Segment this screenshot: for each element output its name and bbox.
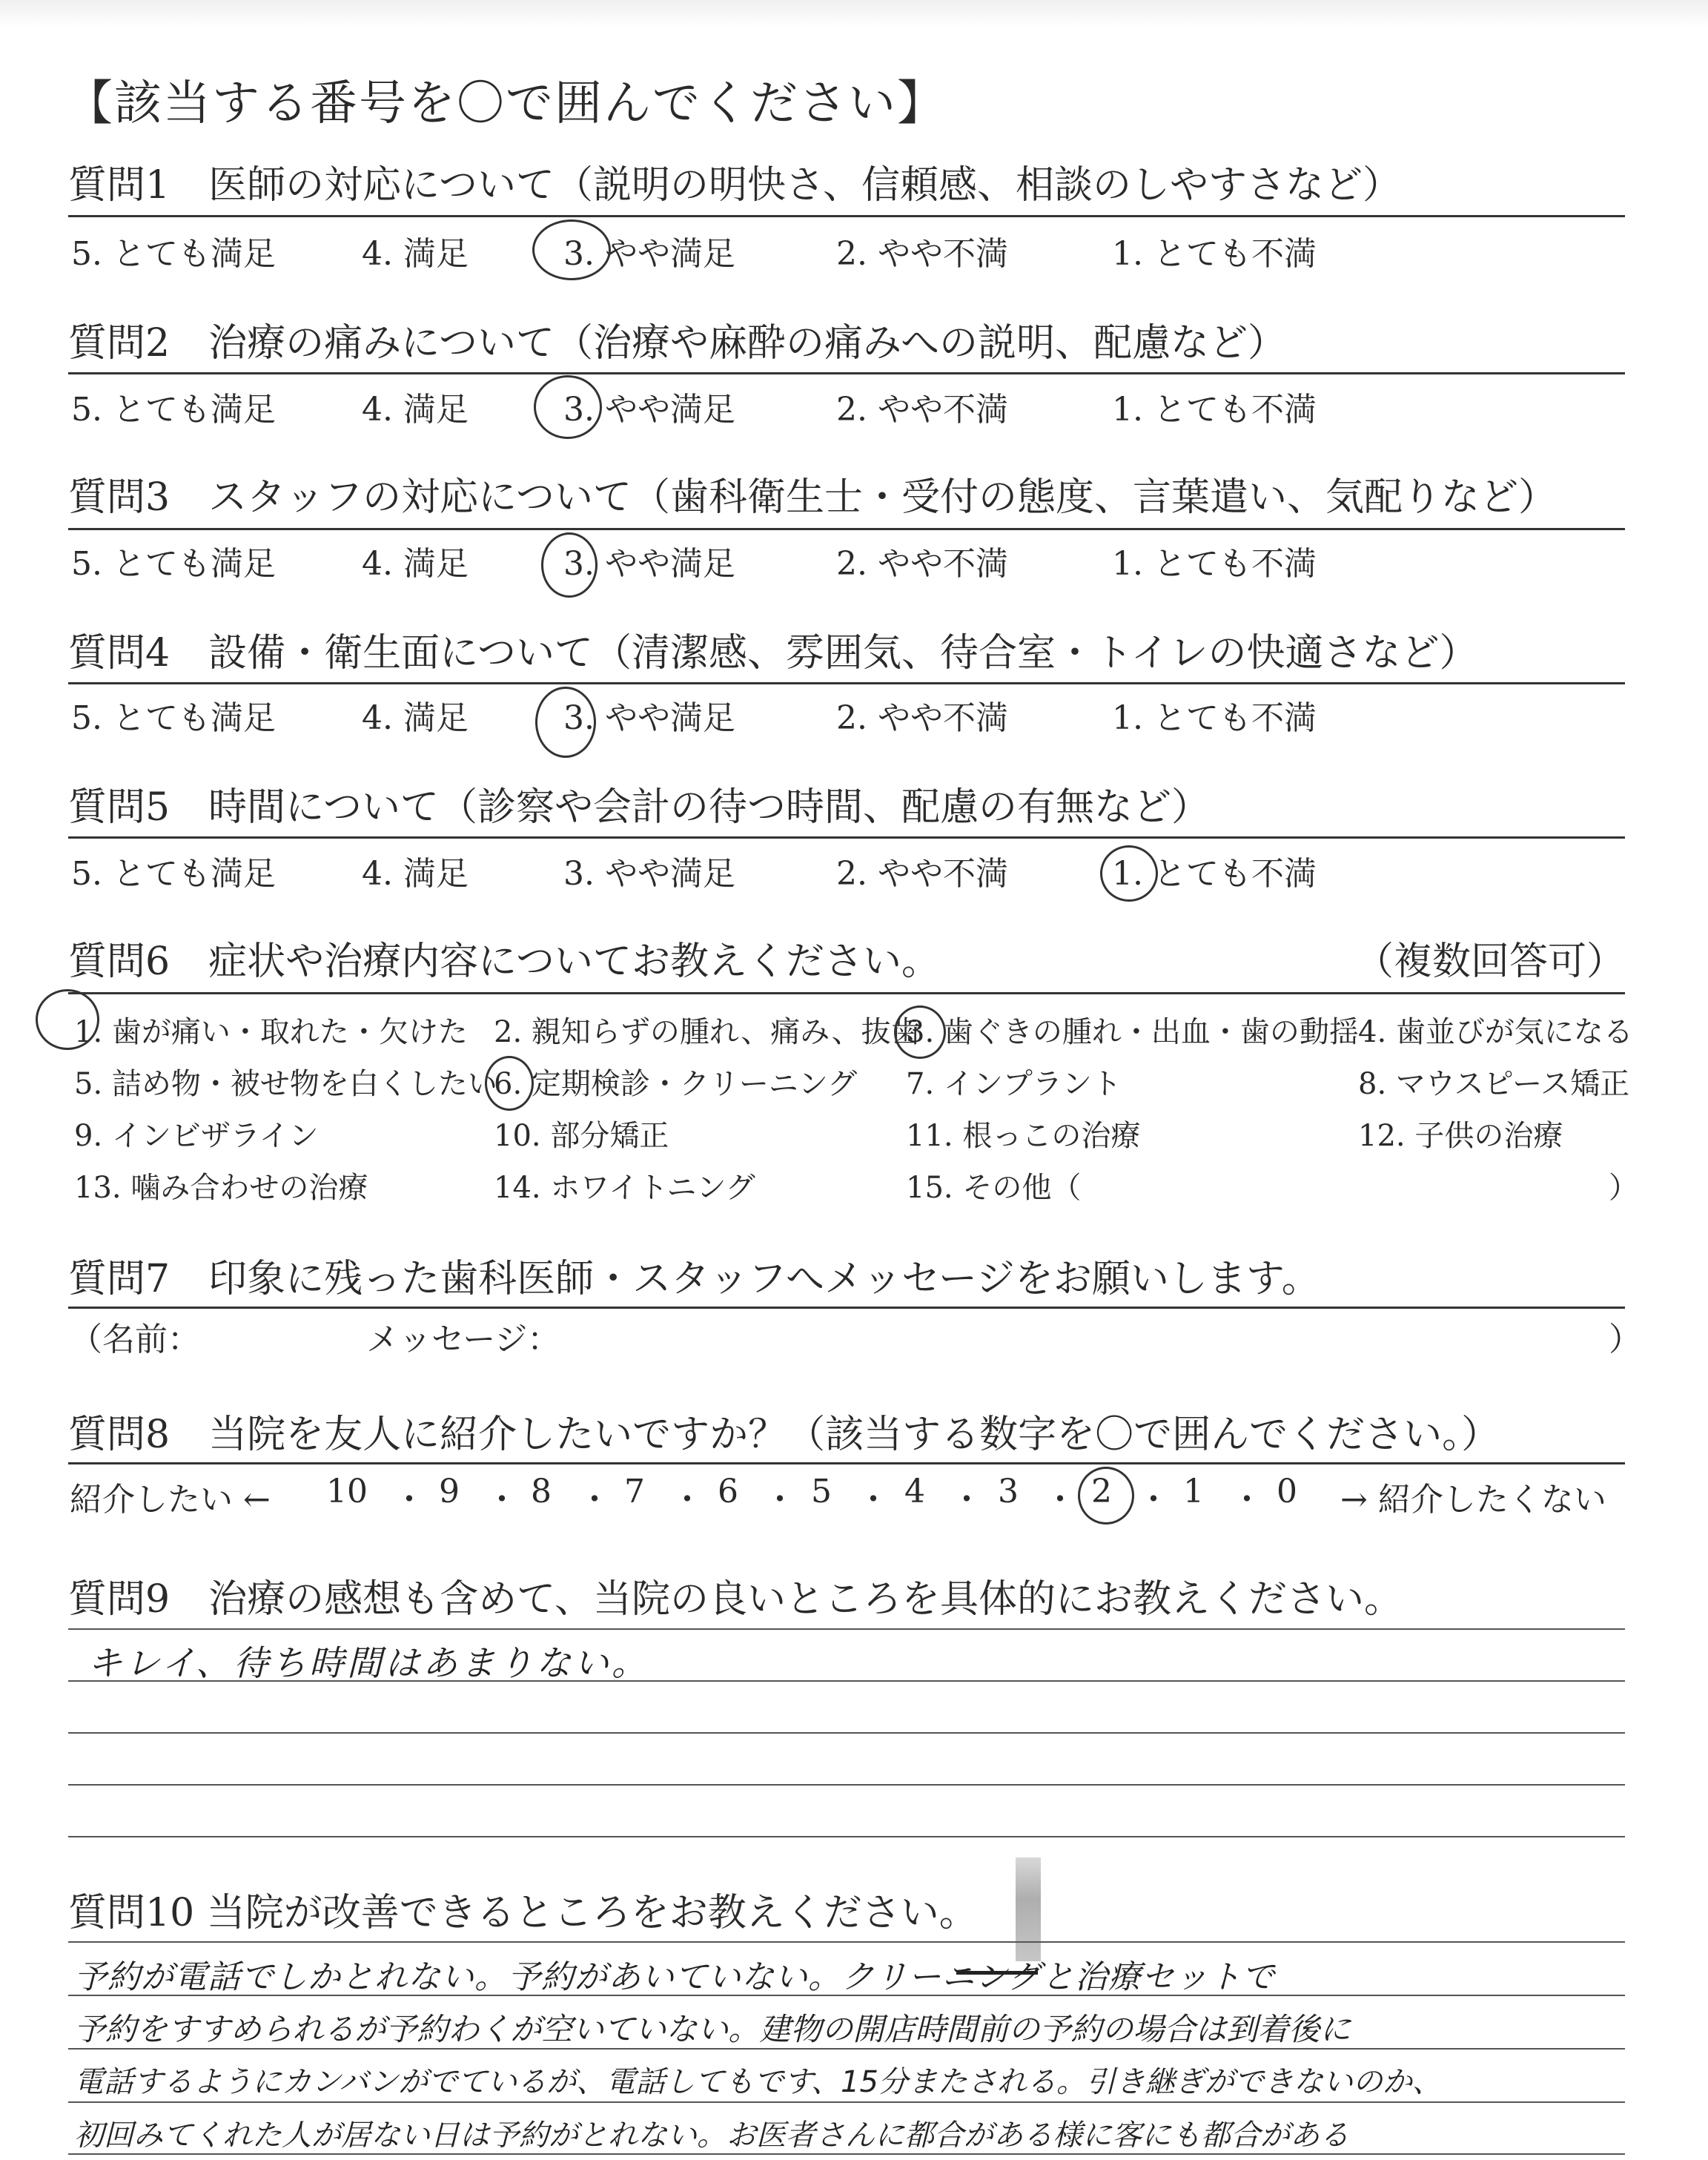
q8-value-3[interactable]: 3: [998, 1473, 1019, 1510]
question-6-hint: （複数回答可）: [1354, 939, 1625, 984]
q6-option-11[interactable]: 11. 根っこの治療: [906, 1119, 1141, 1153]
question-10-heading: 質問10 当院が改善できるところをお教えください。: [68, 1891, 978, 1935]
q6-answer-circle-3: [894, 1005, 946, 1059]
q9-line-3: [68, 1732, 1625, 1734]
question-2-heading: 質問2 治療の痛みについて（治療や麻酔の痛みへの説明、配慮など）: [68, 321, 1287, 366]
question-7-rule: [68, 1307, 1625, 1309]
question-1: [68, 159, 1625, 211]
q3-option-4[interactable]: 4. 満足: [362, 545, 469, 583]
q2-option-4[interactable]: 4. 満足: [362, 391, 469, 429]
q8-value-7[interactable]: 7: [624, 1473, 645, 1510]
question-2-rule: [68, 372, 1625, 374]
q10-handwritten-line-3: 電話するようにカンバンがでているが、電話してもです、15分またされる。引き継ぎができないのか、: [74, 2065, 1442, 2099]
question-8-rule: [68, 1462, 1625, 1464]
q1-option-1[interactable]: 1. とても不満: [1112, 235, 1317, 273]
question-8-heading: 質問8 当院を友人に紹介したいですか？（該当する数字を〇で囲んでください。）: [68, 1413, 1500, 1457]
question-7: [68, 1253, 1625, 1305]
q2-option-1[interactable]: 1. とても不満: [1112, 391, 1317, 429]
q4-option-2[interactable]: 2. やや不満: [836, 699, 1008, 737]
q4-option-5[interactable]: 5. とても満足: [71, 699, 276, 737]
q8-sep: ・: [486, 1481, 518, 1519]
question-3: [68, 472, 1625, 524]
q1-answer-circle: [532, 219, 611, 280]
q6-option-7[interactable]: 7. インプラント: [906, 1067, 1122, 1101]
q8-sep: ・: [857, 1481, 890, 1519]
q8-sep: ・: [1137, 1481, 1170, 1519]
q4-option-3[interactable]: 3. やや満足: [563, 699, 735, 737]
q6-answer-circle-1: [36, 989, 99, 1050]
q8-sep: ・: [578, 1481, 611, 1519]
q8-value-4[interactable]: 4: [904, 1473, 925, 1510]
q6-other-close: ）: [1609, 1171, 1638, 1205]
question-6-heading: [68, 936, 1625, 988]
q7-name-label: （名前：: [70, 1321, 200, 1358]
q8-sep: ・: [950, 1481, 983, 1519]
q10-line-1: [68, 1941, 1625, 1943]
question-5: [68, 782, 1625, 833]
q2-option-2[interactable]: 2. やや不満: [836, 391, 1008, 429]
q6-option-14[interactable]: 14. ホワイトニング: [494, 1171, 755, 1205]
q5-option-4[interactable]: 4. 満足: [362, 855, 469, 893]
q8-value-10[interactable]: 10: [326, 1473, 368, 1510]
q8-right-label: → 紹介したくない: [1340, 1481, 1606, 1519]
q6-option-6[interactable]: 6. 定期検診・クリーニング: [494, 1067, 858, 1101]
q6-answer-circle-6: [485, 1056, 534, 1111]
question-9: [68, 1573, 1625, 1625]
question-6-text: 質問6 症状や治療内容についてお教えください。: [68, 939, 941, 984]
question-2: [68, 317, 1625, 369]
question-1-heading: 質問1 医師の対応について（説明の明快さ、信頼感、相談のしやすさなど）: [68, 163, 1401, 208]
scan-smudge: [1016, 1857, 1041, 1961]
q6-option-3[interactable]: 3. 歯ぐきの腫れ・出血・歯の動揺: [906, 1015, 1359, 1049]
q8-value-5[interactable]: 5: [811, 1473, 832, 1510]
question-9-heading: 質問9 治療の感想も含めて、当院の良いところを具体的にお教えください。: [68, 1577, 1403, 1622]
q4-answer-circle: [535, 687, 596, 758]
q8-sep: ・: [393, 1481, 426, 1519]
q9-line-5: [68, 1836, 1625, 1837]
q1-option-4[interactable]: 4. 満足: [362, 235, 469, 273]
q9-line-4: [68, 1784, 1625, 1786]
q2-option-5[interactable]: 5. とても満足: [71, 391, 276, 429]
q10-handwritten-line-1: 予約が電話でしかとれない。予約があいていない。クリーニングと治療セットで: [74, 1958, 1275, 1996]
q6-option-2[interactable]: 2. 親知らずの腫れ、痛み、抜歯: [494, 1015, 921, 1049]
q3-answer-circle: [541, 532, 598, 598]
q6-option-10[interactable]: 10. 部分矯正: [494, 1119, 669, 1153]
question-6: [68, 936, 1625, 988]
scan-top-edge: [0, 0, 1708, 28]
question-1-rule: [68, 215, 1625, 217]
q6-option-15[interactable]: 15. その他（: [906, 1171, 1082, 1205]
q8-value-0[interactable]: 0: [1277, 1473, 1297, 1510]
q3-option-5[interactable]: 5. とても満足: [71, 545, 276, 583]
q8-sep: ・: [671, 1481, 704, 1519]
q10-strikethrough: [956, 1971, 1038, 1975]
q4-option-4[interactable]: 4. 満足: [362, 699, 469, 737]
q3-option-1[interactable]: 1. とても不満: [1112, 545, 1317, 583]
q5-option-5[interactable]: 5. とても満足: [71, 855, 276, 893]
question-4: [68, 627, 1625, 679]
page-title: 【該当する番号を〇で囲んでください】: [65, 76, 946, 131]
question-6-rule: [68, 992, 1625, 994]
q3-option-2[interactable]: 2. やや不満: [836, 545, 1008, 583]
q10-line-4: [68, 2101, 1625, 2103]
q8-answer-circle: [1078, 1467, 1134, 1525]
q8-left-label: 紹介したい ←: [70, 1481, 271, 1519]
q6-option-5[interactable]: 5. 詰め物・被せ物を白くしたい: [74, 1067, 497, 1101]
question-5-heading: 質問5 時間について（診察や会計の待つ時間、配慮の有無など）: [68, 785, 1211, 830]
q1-option-3[interactable]: 3. やや満足: [563, 235, 735, 273]
q5-option-1[interactable]: 1. とても不満: [1112, 855, 1317, 893]
q3-option-3[interactable]: 3. やや満足: [563, 545, 735, 583]
q6-option-8[interactable]: 8. マウスピース矯正: [1358, 1067, 1630, 1101]
q8-value-9[interactable]: 9: [439, 1473, 460, 1510]
question-4-rule: [68, 682, 1625, 684]
q9-line-1: [68, 1628, 1625, 1630]
q10-handwritten-line-4: 初回みてくれた人が居ない日は予約がとれない。お医者さんに都合がある様に客にも都合がある: [74, 2118, 1349, 2153]
q5-option-3[interactable]: 3. やや満足: [563, 855, 735, 893]
q6-option-1[interactable]: 1. 歯が痛い・取れた・欠けた: [74, 1015, 468, 1049]
q9-handwritten-answer: キレイ、待ち時間はあまりない。: [87, 1643, 649, 1684]
q1-option-2[interactable]: 2. やや不満: [836, 235, 1008, 273]
q7-close-paren: ）: [1609, 1321, 1641, 1358]
question-3-heading: 質問3 スタッフの対応について（歯科衛生士・受付の態度、言葉遣い、気配りなど）: [68, 475, 1558, 520]
q8-sep: ・: [1044, 1481, 1076, 1519]
q10-handwritten-line-2: 予約をすすめられるが予約わくが空いていない。建物の開店時間前の予約の場合は到着後に: [74, 2011, 1351, 2047]
q5-option-2[interactable]: 2. やや不満: [836, 855, 1008, 893]
q2-answer-circle: [534, 375, 602, 439]
question-8: [68, 1409, 1625, 1461]
q8-sep: ・: [1231, 1481, 1263, 1519]
q6-option-13[interactable]: 13. 噛み合わせの治療: [74, 1171, 368, 1205]
q6-option-12[interactable]: 12. 子供の治療: [1358, 1119, 1563, 1153]
q8-value-1[interactable]: 1: [1183, 1473, 1204, 1510]
question-5-rule: [68, 836, 1625, 839]
q8-value-2[interactable]: 2: [1091, 1473, 1112, 1510]
question-3-rule: [68, 528, 1625, 530]
q4-option-1[interactable]: 1. とても不満: [1112, 699, 1317, 737]
q8-value-6[interactable]: 6: [718, 1473, 738, 1510]
q1-option-5[interactable]: 5. とても満足: [71, 235, 276, 273]
q8-sep: ・: [764, 1481, 796, 1519]
q6-option-4[interactable]: 4. 歯並びが気になる: [1358, 1015, 1633, 1049]
question-7-heading: 質問7 印象に残った歯科医師・スタッフへメッセージをお願いします。: [68, 1257, 1320, 1301]
q5-answer-circle: [1100, 845, 1158, 902]
q7-message-label: メッセージ：: [366, 1321, 560, 1358]
question-4-heading: 質問4 設備・衛生面について（清潔感、雰囲気、待合室・トイレの快適さなど）: [68, 631, 1478, 676]
q6-option-9[interactable]: 9. インビザライン: [74, 1119, 319, 1153]
q2-option-3[interactable]: 3. やや満足: [563, 391, 735, 429]
question-10: [68, 1887, 1625, 1939]
q8-value-8[interactable]: 8: [531, 1473, 552, 1510]
